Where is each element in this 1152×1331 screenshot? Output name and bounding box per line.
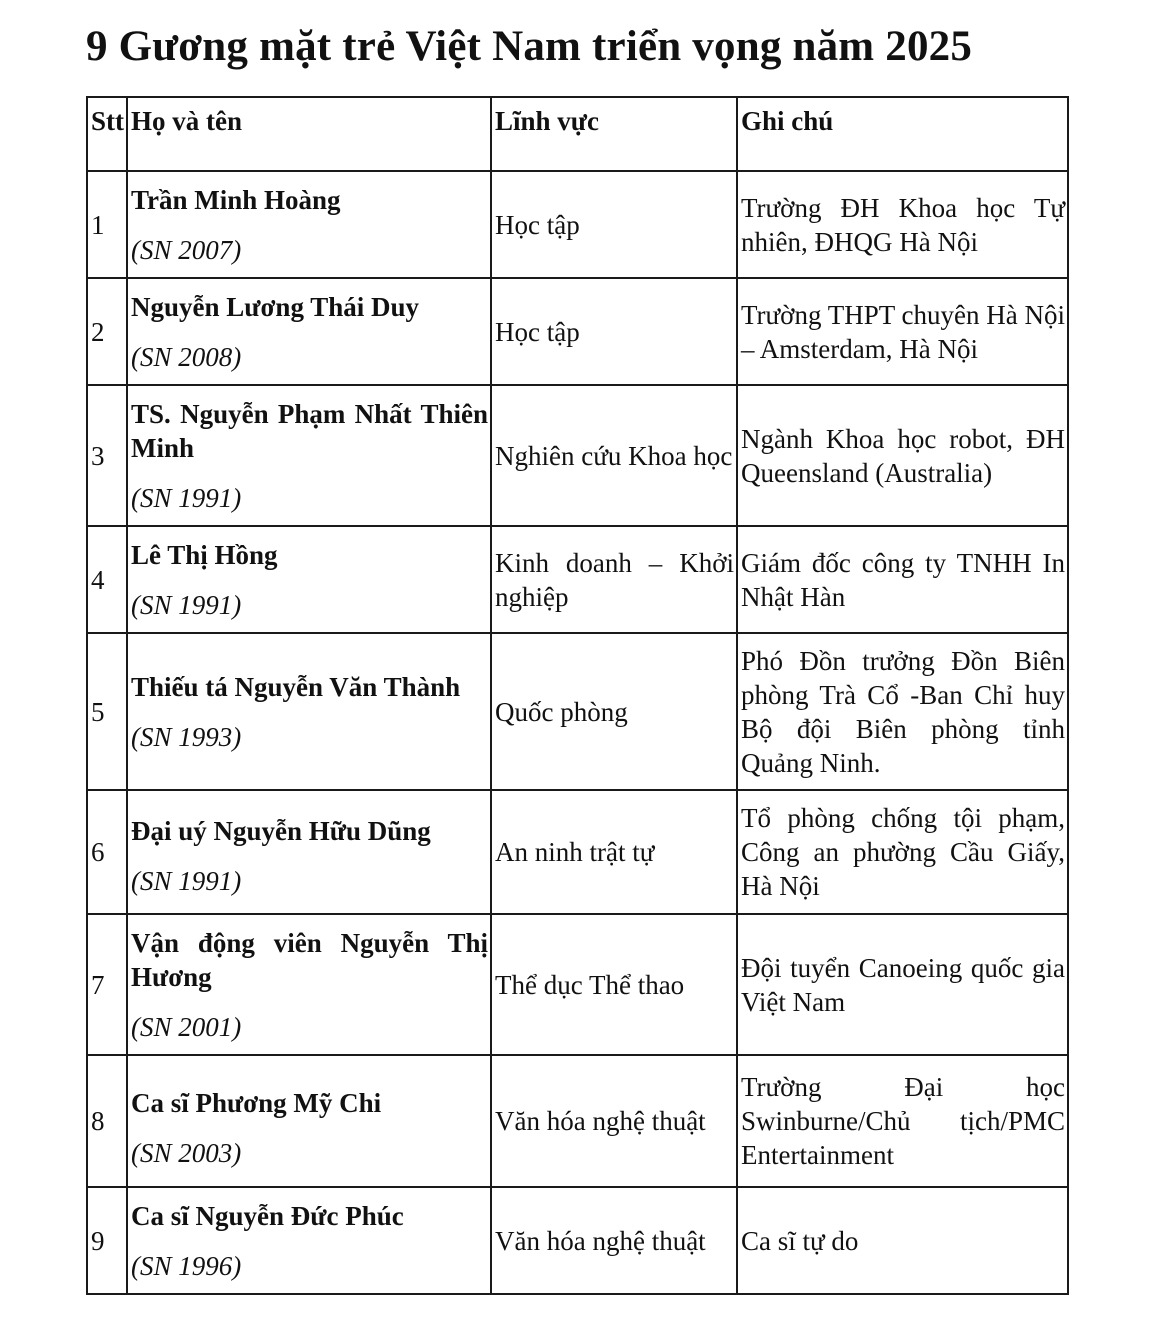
header-stt: Stt <box>87 97 127 171</box>
person-birth-year: (SN 1991) <box>131 866 242 896</box>
person-name: Thiếu tá Nguyễn Văn Thành <box>131 671 461 702</box>
table-row <box>87 1187 1068 1294</box>
person-name: Ca sĩ Phương Mỹ Chi <box>131 1088 382 1118</box>
row-person <box>127 633 491 790</box>
person-birth-year: (SN 2007) <box>131 234 242 265</box>
person-birth-year: (SN 1991) <box>131 589 242 620</box>
table-header-row <box>87 97 1068 171</box>
person-name: Vận động viên Nguyễn Thị Hương <box>131 927 488 992</box>
row-stt: 2 <box>87 278 127 385</box>
row-stt: 7 <box>87 914 127 1055</box>
row-person <box>127 385 491 526</box>
row-field: Nghiên cứu Khoa học <box>491 385 737 526</box>
header-field: Lĩnh vực <box>491 97 737 171</box>
row-note: Trường ĐH Khoa học Tự nhiên, ĐHQG Hà Nội <box>737 171 1068 278</box>
table-row <box>87 278 1068 385</box>
row-note: Trường THPT chuyên Hà Nội – Amsterdam, Hà Nội <box>737 278 1068 385</box>
row-field: Văn hóa nghệ thuật <box>491 1055 737 1187</box>
row-note: Trường Đại học Swinburne/Chủ tịch/PMC Entertainment <box>737 1055 1068 1187</box>
row-field: Thể dục Thể thao <box>491 914 737 1055</box>
table-row <box>87 790 1068 914</box>
person-name: Đại uý Nguyễn Hữu Dũng <box>131 816 431 846</box>
row-stt: 6 <box>87 790 127 914</box>
person-name: TS. Nguyễn Phạm Nhất Thiên Minh <box>131 398 488 463</box>
table-row <box>87 171 1068 278</box>
row-stt: 5 <box>87 633 127 790</box>
row-note: Ca sĩ tự do <box>737 1187 1068 1294</box>
person-birth-year: (SN 1993) <box>131 721 242 752</box>
person-name: Nguyễn Lương Thái Duy <box>131 291 419 322</box>
row-person <box>127 914 491 1055</box>
person-name: Lê Thị Hồng <box>131 539 278 570</box>
person-name: Trần Minh Hoàng <box>131 184 341 215</box>
row-field: Quốc phòng <box>491 633 737 790</box>
table-row <box>87 385 1068 526</box>
row-person <box>127 790 491 914</box>
row-field: Học tập <box>491 278 737 385</box>
person-birth-year: (SN 1996) <box>131 1250 242 1281</box>
table-row <box>87 526 1068 633</box>
row-field: Kinh doanh – Khởi nghiệp <box>491 526 737 633</box>
row-stt: 3 <box>87 385 127 526</box>
header-note: Ghi chú <box>737 97 1068 171</box>
row-note: Phó Đồn trưởng Đồn Biên phòng Trà Cổ -Ban Chỉ huy Bộ đội Biên phòng tỉnh Quảng Ninh. <box>737 633 1068 790</box>
person-birth-year: (SN 1991) <box>131 482 242 513</box>
row-stt: 9 <box>87 1187 127 1294</box>
row-person <box>127 171 491 278</box>
row-note: Ngành Khoa học robot, ĐH Queensland (Australia) <box>737 385 1068 526</box>
row-field: Văn hóa nghệ thuật <box>491 1187 737 1294</box>
person-birth-year: (SN 2001) <box>131 1011 242 1042</box>
person-name: Ca sĩ Nguyễn Đức Phúc <box>131 1200 404 1231</box>
table-row <box>87 1055 1068 1187</box>
row-person <box>127 1187 491 1294</box>
row-stt: 1 <box>87 171 127 278</box>
row-person <box>127 526 491 633</box>
table-row <box>87 914 1068 1055</box>
row-note: Tổ phòng chống tội phạm, Công an phường Cầu Giấy, Hà Nội <box>737 790 1068 914</box>
person-birth-year: (SN 2008) <box>131 341 242 372</box>
row-stt: 8 <box>87 1055 127 1187</box>
table-row <box>87 633 1068 790</box>
page-title: 9 Gương mặt trẻ Việt Nam triển vọng năm 2025 <box>86 23 973 70</box>
row-person <box>127 278 491 385</box>
person-birth-year: (SN 2003) <box>131 1138 242 1168</box>
header-name: Họ và tên <box>127 97 491 171</box>
row-field: Học tập <box>491 171 737 278</box>
young-talents-table <box>86 96 1069 1295</box>
row-field: An ninh trật tự <box>491 790 737 914</box>
row-person <box>127 1055 491 1187</box>
row-stt: 4 <box>87 526 127 633</box>
row-note: Giám đốc công ty TNHH In Nhật Hàn <box>737 526 1068 633</box>
row-note: Đội tuyển Canoeing quốc gia Việt Nam <box>737 914 1068 1055</box>
